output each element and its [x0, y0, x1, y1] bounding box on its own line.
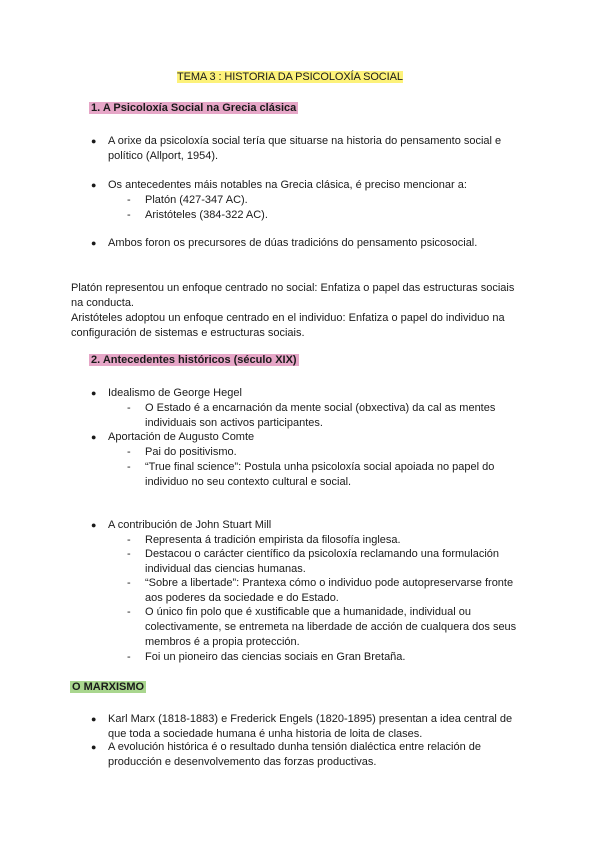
sub-list-item-text: “True final science”: Postula unha psicoloxía social apoiada no papel do individuo no seu contexto cultural e social. [145, 461, 495, 488]
bullet-icon: ● [91, 238, 97, 248]
sub-list-item-text: O Estado é a encarnación da mente social (obxectiva) da cal as mentes individuais son activos participantes. [145, 402, 496, 429]
list-item-text: Idealismo de George Hegel [108, 387, 242, 399]
list-item [91, 178, 528, 193]
sub-list-item-text: Representa á tradición empirista da filosofía inglesa. [145, 534, 401, 546]
bullet-icon: ● [91, 714, 97, 724]
section-1-heading-text: 1. A Psicoloxía Social na Grecia clásica [91, 102, 297, 114]
sub-list-item [127, 401, 525, 431]
sub-list-item [127, 576, 525, 606]
paragraph-plato: Platón representou un enfoque centrado no social: Enfatiza o papel das estructuras sociais na conducta. [71, 282, 515, 309]
list-item-text: Aportación de Augusto Comte [108, 431, 255, 443]
list-item [91, 712, 528, 742]
dash-icon: - [127, 534, 131, 546]
list-item-text: Os antecedentes máis notables na Grecia clásica, é preciso mencionar a: [108, 179, 467, 191]
dash-icon: - [127, 194, 131, 206]
sub-list-item-text: Destacou o carácter científico da psicoloxía reclamando una formulación individual das ciencias humanas. [145, 548, 500, 575]
dash-icon: - [127, 606, 131, 618]
sub-list-item [127, 547, 525, 577]
page-title [177, 70, 403, 85]
dash-icon: - [127, 461, 131, 473]
dash-icon: - [127, 651, 131, 663]
dash-icon: - [127, 577, 131, 589]
sub-list-item [127, 445, 525, 460]
sub-list-item [127, 605, 525, 650]
sub-list-item-text: Platón (427-347 AC). [145, 194, 248, 206]
list-item-mill [91, 518, 528, 533]
sub-list-item-text: O único fin polo que é xustificable que a humanidade, individual ou colectivamente, se entremeta na liberdade de acción de cualquera dos seus membros é a propia protección. [145, 606, 517, 648]
section-2-heading-text: 2. Antecedentes históricos (século XIX) [91, 354, 297, 366]
list-item-text: Karl Marx (1818-1883) e Frederick Engels (1820-1895) presentan a idea central de que toda a sociedade humana é unha historia de loita de clases. [108, 713, 513, 740]
page-title-text: TEMA 3 : HISTORIA DA PSICOLOXÍA SOCIAL [177, 71, 403, 83]
bullet-icon: ● [91, 742, 97, 752]
list-item-text: A contribución de John Stuart Mill [108, 519, 272, 531]
list-item-hegel [91, 386, 528, 401]
bullet-icon: ● [91, 180, 97, 190]
section-2-heading [89, 353, 299, 368]
list-item-comte [91, 430, 528, 445]
bullet-icon: ● [91, 388, 97, 398]
sub-list-item-text: Aristóteles (384-322 AC). [145, 209, 268, 221]
sub-list-item [127, 208, 525, 223]
dash-icon: - [127, 446, 131, 458]
section-3-heading-text: O MARXISMO [72, 681, 145, 693]
list-item [91, 236, 528, 251]
list-item-text: Ambos foron os precursores de dúas tradicións do pensamento psicosocial. [108, 237, 478, 249]
bullet-icon: ● [91, 432, 97, 442]
dash-icon: - [127, 548, 131, 560]
bullet-icon: ● [91, 136, 97, 146]
list-item [91, 740, 528, 770]
section-1-heading [89, 101, 298, 116]
bullet-icon: ● [91, 520, 97, 530]
list-item-text: A evolución histórica é o resultado dunha tensión dialéctica entre relación de producción e desenvolvemento das forzas productivas. [108, 741, 482, 768]
dash-icon: - [127, 209, 131, 221]
sub-list-item [127, 193, 525, 208]
sub-list-item-text: “Sobre a libertade”: Prantexa cómo o individuo pode autopreservarse fronte aos poderes da sociedade e do Estado. [145, 577, 514, 604]
sub-list-item-text: Foi un pioneiro das ciencias sociais en Gran Bretaña. [145, 651, 406, 663]
sub-list-item [127, 460, 525, 490]
section-3-heading [70, 680, 146, 695]
dash-icon: - [127, 402, 131, 414]
sub-list-item-text: Pai do positivismo. [145, 446, 237, 458]
sub-list-item [127, 650, 525, 665]
list-item [91, 134, 528, 164]
sub-list-item [127, 533, 525, 548]
paragraph-aristotle: Aristóteles adoptou un enfoque centrado en el individuo: Enfatiza o papel do individuo na configuración de sistemas e estructuras sociais. [71, 312, 505, 339]
list-item-text: A orixe da psicoloxía social tería que situarse na historia do pensamento social e político (Allport, 1954). [108, 135, 502, 162]
